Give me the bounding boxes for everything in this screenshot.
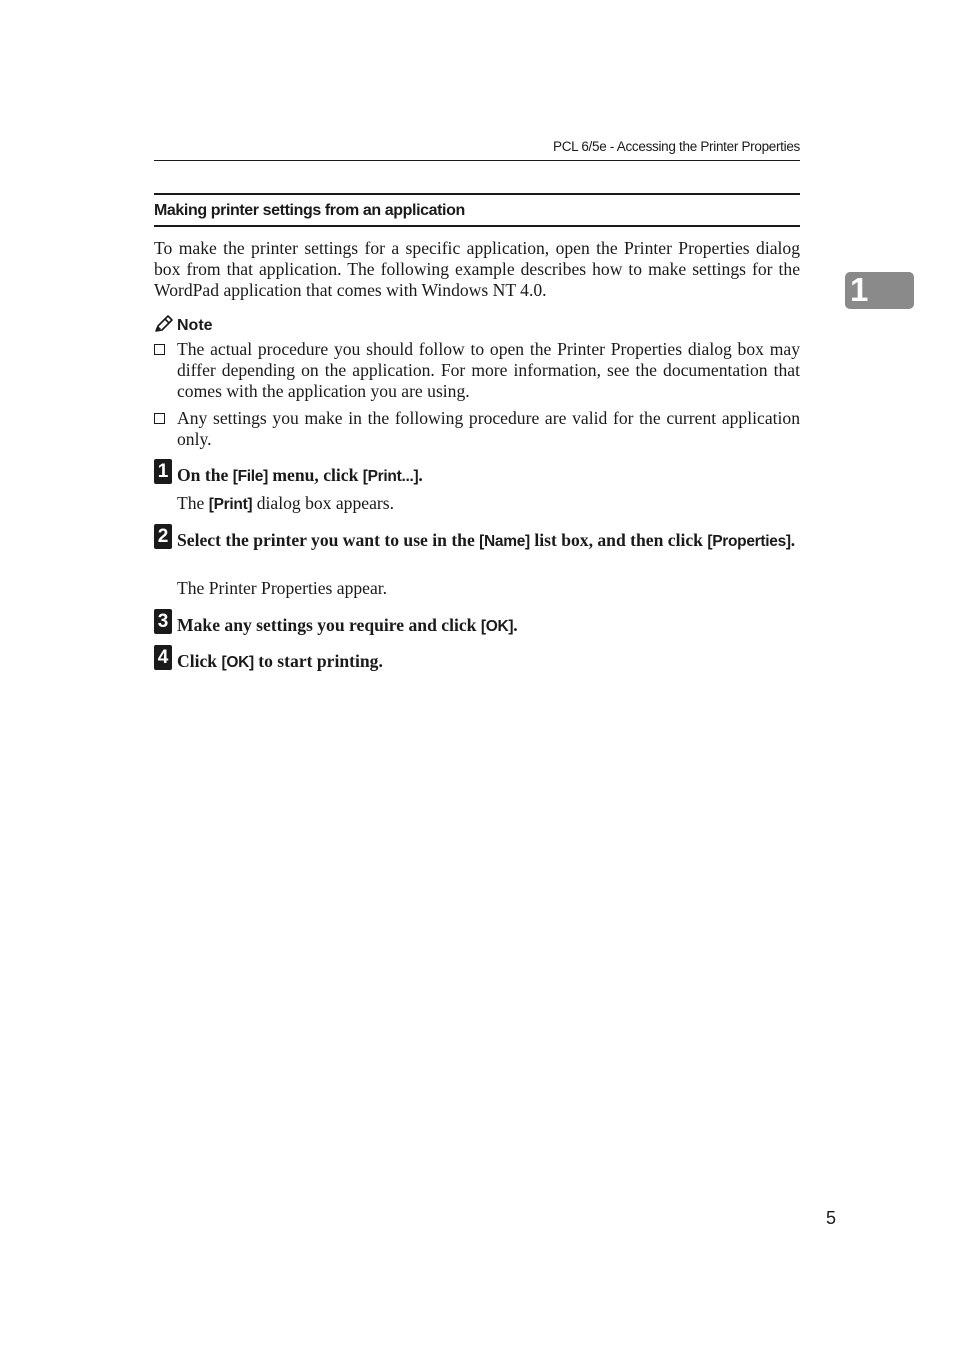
intro-paragraph: To make the printer settings for a specific application, open the Printer Properties dialog box from that application. The following example describes how to make settings for the WordPad application that comes with Windows NT 4.0. <box>154 238 800 300</box>
step-1-result: The [Print] dialog box appears. <box>177 493 394 513</box>
step-2-result: The Printer Properties appear. <box>177 578 388 598</box>
section-heading-text: Making printer settings from an application <box>154 202 465 219</box>
step-number-1: 1 <box>154 459 172 484</box>
checkbox-bullet-icon <box>154 413 165 424</box>
note-label: Note <box>177 317 213 334</box>
chapter-tab <box>845 272 914 309</box>
step-1-instruction: On the [File] menu, click [Print...]. <box>177 465 423 485</box>
page-number: 5 <box>826 1208 837 1228</box>
step-number-3: 3 <box>154 609 172 634</box>
step-number-2: 2 <box>154 524 172 549</box>
note-item-text: Any settings you make in the following procedure are valid for the current application only. <box>177 408 800 449</box>
running-header-title: PCL 6/5e - Accessing the Printer Properties <box>553 139 800 154</box>
running-header <box>154 138 800 161</box>
section-heading <box>154 193 800 227</box>
step-3-instruction: Make any settings you require and click [OK]. <box>177 615 518 635</box>
checkbox-bullet-icon <box>154 344 165 355</box>
step-number-4: 4 <box>154 645 172 670</box>
note-item-text: The actual procedure you should follow to open the Printer Properties dialog box may differ depending on the application. For more information, see the documentation that comes with the application you are using. <box>177 339 800 401</box>
pencil-icon <box>154 315 174 333</box>
chapter-tab-number: 1 <box>850 271 869 308</box>
step-4-instruction: Click [OK] to start printing. <box>177 651 383 671</box>
step-2-instruction: Select the printer you want to use in the [Name] list box, and then click [Properties]. <box>177 530 796 550</box>
